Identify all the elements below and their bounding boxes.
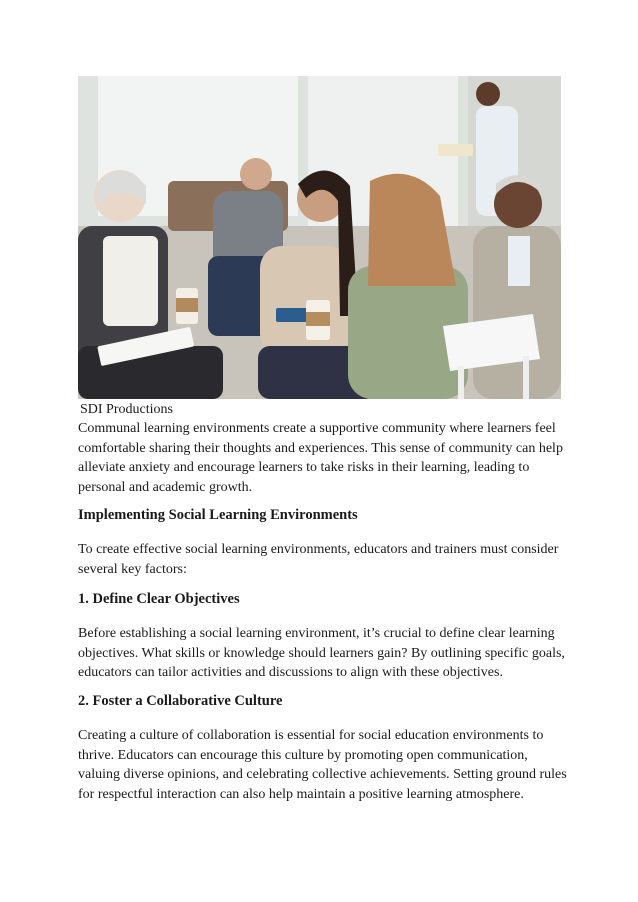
heading-collaborative-culture: 2. Foster a Collaborative Culture	[78, 693, 283, 709]
paragraph-collaboration: Creating a culture of collaboration is essential for social education environments to thrive. Educators can encourage this culture by promoting open communication, valuing diverse opinions, and celebrating collective achievements. Setting ground rules for respectful interaction can also help maintain a positive learning atmosphere.	[78, 728, 567, 802]
heading-define-objectives: 1. Define Clear Objectives	[78, 591, 240, 607]
group-discussion-photo	[78, 76, 561, 399]
paragraph-community: Communal learning environments create a supportive community where learners feel comfortable sharing their thoughts and experiences. This sense of community can help alleviate anxiety and encourage learners to take risks in their learning, leading to personal and academic growth.	[78, 421, 563, 495]
paragraph-key-factors: To create effective social learning environments, educators and trainers must consider several key factors:	[78, 542, 559, 577]
photo-caption: SDI Productions	[80, 402, 173, 417]
paragraph-objectives: Before establishing a social learning environment, it’s crucial to define clear learning objectives. What skills or knowledge should learners gain? By outlining specific goals, educators can tailor activities and discussions to align with these objectives.	[78, 626, 565, 680]
heading-implementing: Implementing Social Learning Environments	[78, 507, 358, 523]
photo-illustration	[78, 76, 561, 399]
